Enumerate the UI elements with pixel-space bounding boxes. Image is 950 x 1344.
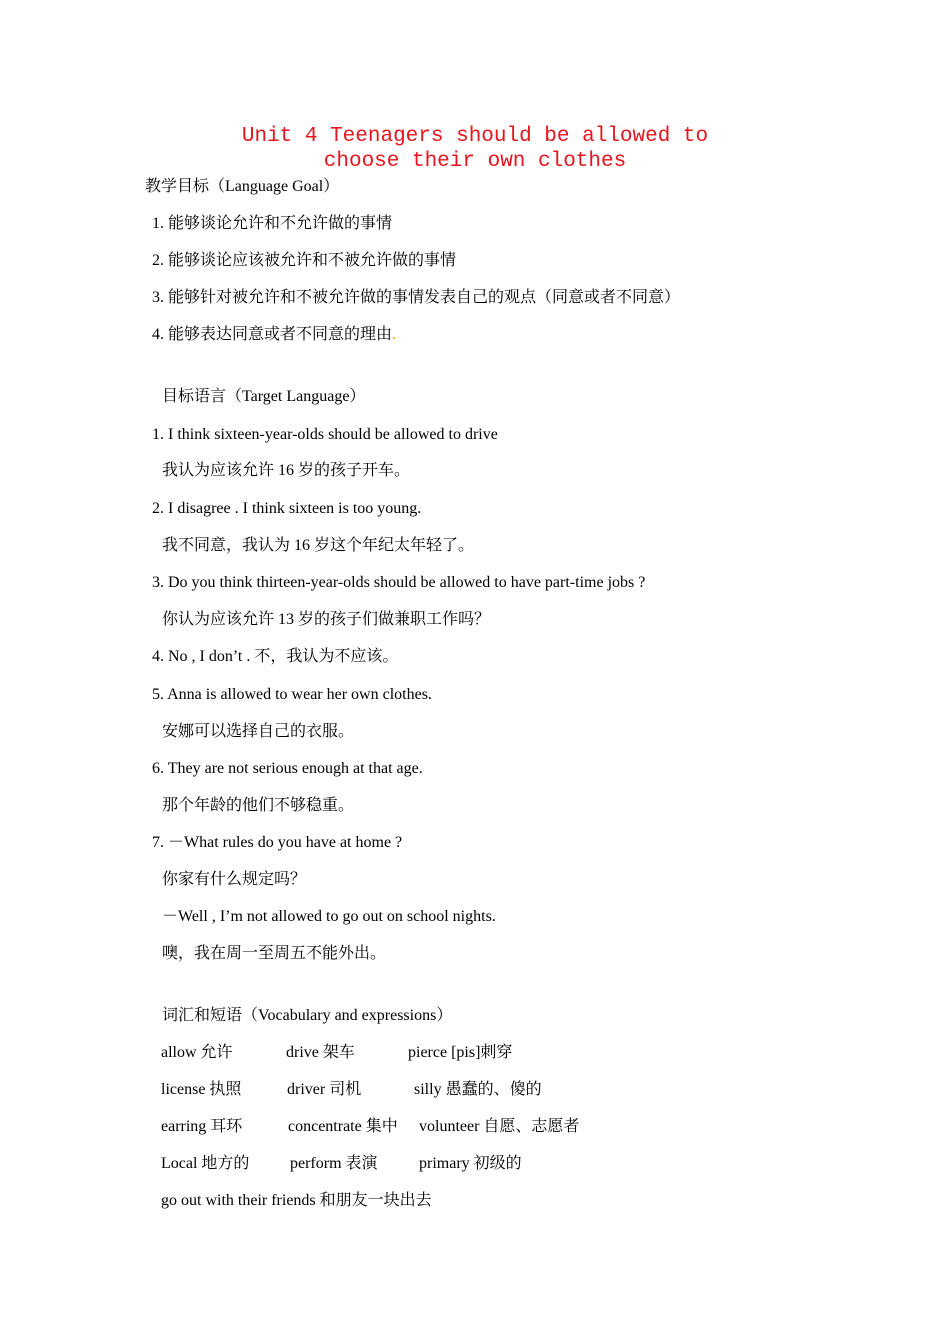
goal-item-period: . bbox=[392, 326, 397, 343]
vocab-entry: Local 地方的 bbox=[161, 1155, 250, 1172]
target-line: 5. Anna is allowed to wear her own clothes. bbox=[152, 686, 432, 703]
goal-heading: 教学目标（Language Goal） bbox=[145, 178, 340, 195]
vocab-entry: allow 允许 bbox=[161, 1044, 233, 1061]
target-line: 那个年龄的他们不够稳重。 bbox=[162, 797, 355, 814]
goal-item: 3. 能够针对被允许和不被允许做的事情发表自己的观点（同意或者不同意） bbox=[152, 289, 681, 306]
target-line: 我认为应该允许 16 岁的孩子开车。 bbox=[162, 462, 411, 479]
goal-item: 1. 能够谈论允许和不允许做的事情 bbox=[152, 215, 393, 232]
vocab-entry: silly 愚蠢的、傻的 bbox=[414, 1081, 542, 1098]
vocab-entry: driver 司机 bbox=[287, 1081, 362, 1098]
target-line: 噢，我在周一至周五不能外出。 bbox=[162, 945, 387, 962]
target-line: 2. I disagree . I think sixteen is too young. bbox=[152, 500, 422, 517]
target-line: 我不同意，我认为 16 岁这个年纪太年轻了。 bbox=[162, 537, 475, 554]
target-line: 4. No , I don’t . 不，我认为不应该。 bbox=[152, 648, 399, 665]
target-line: 3. Do you think thirteen-year-olds should be allowed to have part-time jobs ? bbox=[152, 574, 646, 591]
target-heading: 目标语言（Target Language） bbox=[162, 388, 366, 405]
vocab-entry: license 执照 bbox=[161, 1081, 242, 1098]
vocab-heading: 词汇和短语（Vocabulary and expressions） bbox=[162, 1007, 453, 1024]
vocab-phrase: go out with their friends 和朋友一块出去 bbox=[161, 1192, 432, 1209]
vocab-entry: primary 初级的 bbox=[419, 1155, 522, 1172]
vocab-entry: pierce [pis]刺穿 bbox=[408, 1044, 513, 1061]
goal-item-text: 4. 能够表达同意或者不同意的理由 bbox=[152, 326, 393, 343]
target-line: 1. I think sixteen-year-olds should be allowed to drive bbox=[152, 426, 498, 443]
target-line: 6. They are not serious enough at that age. bbox=[152, 760, 423, 777]
vocab-entry: volunteer 自愿、志愿者 bbox=[419, 1118, 580, 1135]
vocab-entry: concentrate 集中 bbox=[288, 1118, 398, 1135]
target-line: －Well , I’m not allowed to go out on school nights. bbox=[162, 908, 496, 925]
target-line: 你认为应该允许 13 岁的孩子们做兼职工作吗？ bbox=[162, 611, 491, 628]
goal-item: 2. 能够谈论应该被允许和不被允许做的事情 bbox=[152, 252, 457, 269]
target-line: 7. －What rules do you have at home ? bbox=[152, 834, 403, 851]
title-line-1: Unit 4 Teenagers should be allowed to bbox=[241, 125, 709, 148]
target-line: 安娜可以选择自己的衣服。 bbox=[162, 723, 355, 740]
target-line: 你家有什么规定吗？ bbox=[162, 871, 307, 888]
vocab-entry: earring 耳环 bbox=[161, 1118, 243, 1135]
vocab-entry: perform 表演 bbox=[290, 1155, 378, 1172]
title-line-2: choose their own clothes bbox=[323, 150, 627, 173]
vocab-entry: drive 架车 bbox=[286, 1044, 355, 1061]
goal-item bbox=[152, 325, 396, 345]
